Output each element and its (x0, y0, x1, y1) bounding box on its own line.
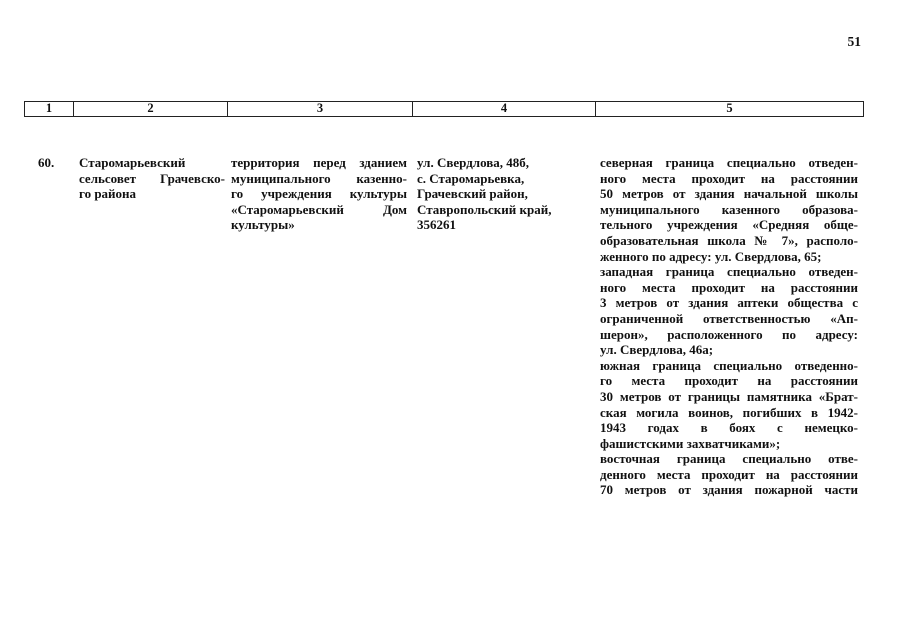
description-south (600, 358, 858, 452)
header-col-1: 1 (25, 102, 74, 116)
description-line: ного места проходит на расстоянии (600, 170, 858, 186)
description-line: женного по адресу: ул. Свердлова, 65; (600, 248, 822, 264)
table-header (24, 101, 864, 117)
description-line: муниципального казенного образова- (600, 201, 858, 217)
description-line: ул. Свердлова, 46а; (600, 342, 714, 358)
territory-line: территория перед зданием (231, 155, 407, 170)
description-line: южная граница специально отведенно- (600, 357, 858, 373)
description-east (600, 451, 858, 498)
header-col-3: 3 (228, 102, 413, 116)
address-line: 356261 (417, 217, 456, 233)
name-line: сельсовет Грачевско- (79, 170, 225, 186)
page-number: 51 (847, 34, 861, 49)
description-line: западная граница специально отведен- (600, 264, 858, 280)
description-line: 3 метров от здания аптеки общества с (600, 295, 858, 311)
row-territory (231, 155, 407, 233)
description-line: образовательная школа № 7», располо- (600, 232, 858, 248)
description-line: восточная граница специально отве- (600, 451, 858, 467)
description-line: 30 метров от границы памятника «Брат- (600, 388, 858, 404)
description-line: ограниченной ответственностью «Ап- (600, 310, 858, 326)
name-line: Старомарьевский (79, 155, 186, 170)
description-line: ного места проходит на расстоянии (600, 279, 858, 295)
address-line: с. Старомарьевка, (417, 170, 525, 186)
header-col-5: 5 (726, 101, 733, 115)
description-line: северная граница специально отведен- (600, 155, 858, 170)
description-line: го места проходит на расстоянии (600, 373, 858, 389)
description-west (600, 264, 858, 358)
description-line: 70 метров от здания пожарной части (600, 482, 858, 498)
header-col-2: 2 (74, 102, 228, 116)
row-name (79, 155, 225, 202)
name-line: го района (79, 186, 137, 202)
description-line: шерон», расположенного по адресу: (600, 326, 858, 342)
description-line: 1943 годах в боях с немецко- (600, 420, 858, 436)
address-line: Ставропольский край, (417, 201, 552, 217)
row-number: 60. (38, 155, 55, 170)
description-north (600, 155, 858, 264)
territory-line: муниципального казенно- (231, 170, 407, 186)
row-address (417, 155, 589, 233)
territory-line: го учреждения культуры (231, 186, 407, 202)
territory-line: «Старомарьевский Дом (231, 201, 407, 217)
territory-line: культуры» (231, 217, 295, 233)
description-line: тельного учреждения «Средняя обще- (600, 217, 858, 233)
header-col-4: 4 (413, 102, 596, 116)
row-description (600, 155, 858, 498)
description-line: фашистскими захватчиками»; (600, 435, 781, 451)
description-line: 50 метров от здания начальной школы (600, 186, 858, 202)
description-line: денного места проходит на расстоянии (600, 466, 858, 482)
description-line: ская могила воинов, погибших в 1942- (600, 404, 858, 420)
address-line: Грачевский район, (417, 186, 528, 202)
address-line: ул. Свердлова, 48б, (417, 155, 530, 170)
